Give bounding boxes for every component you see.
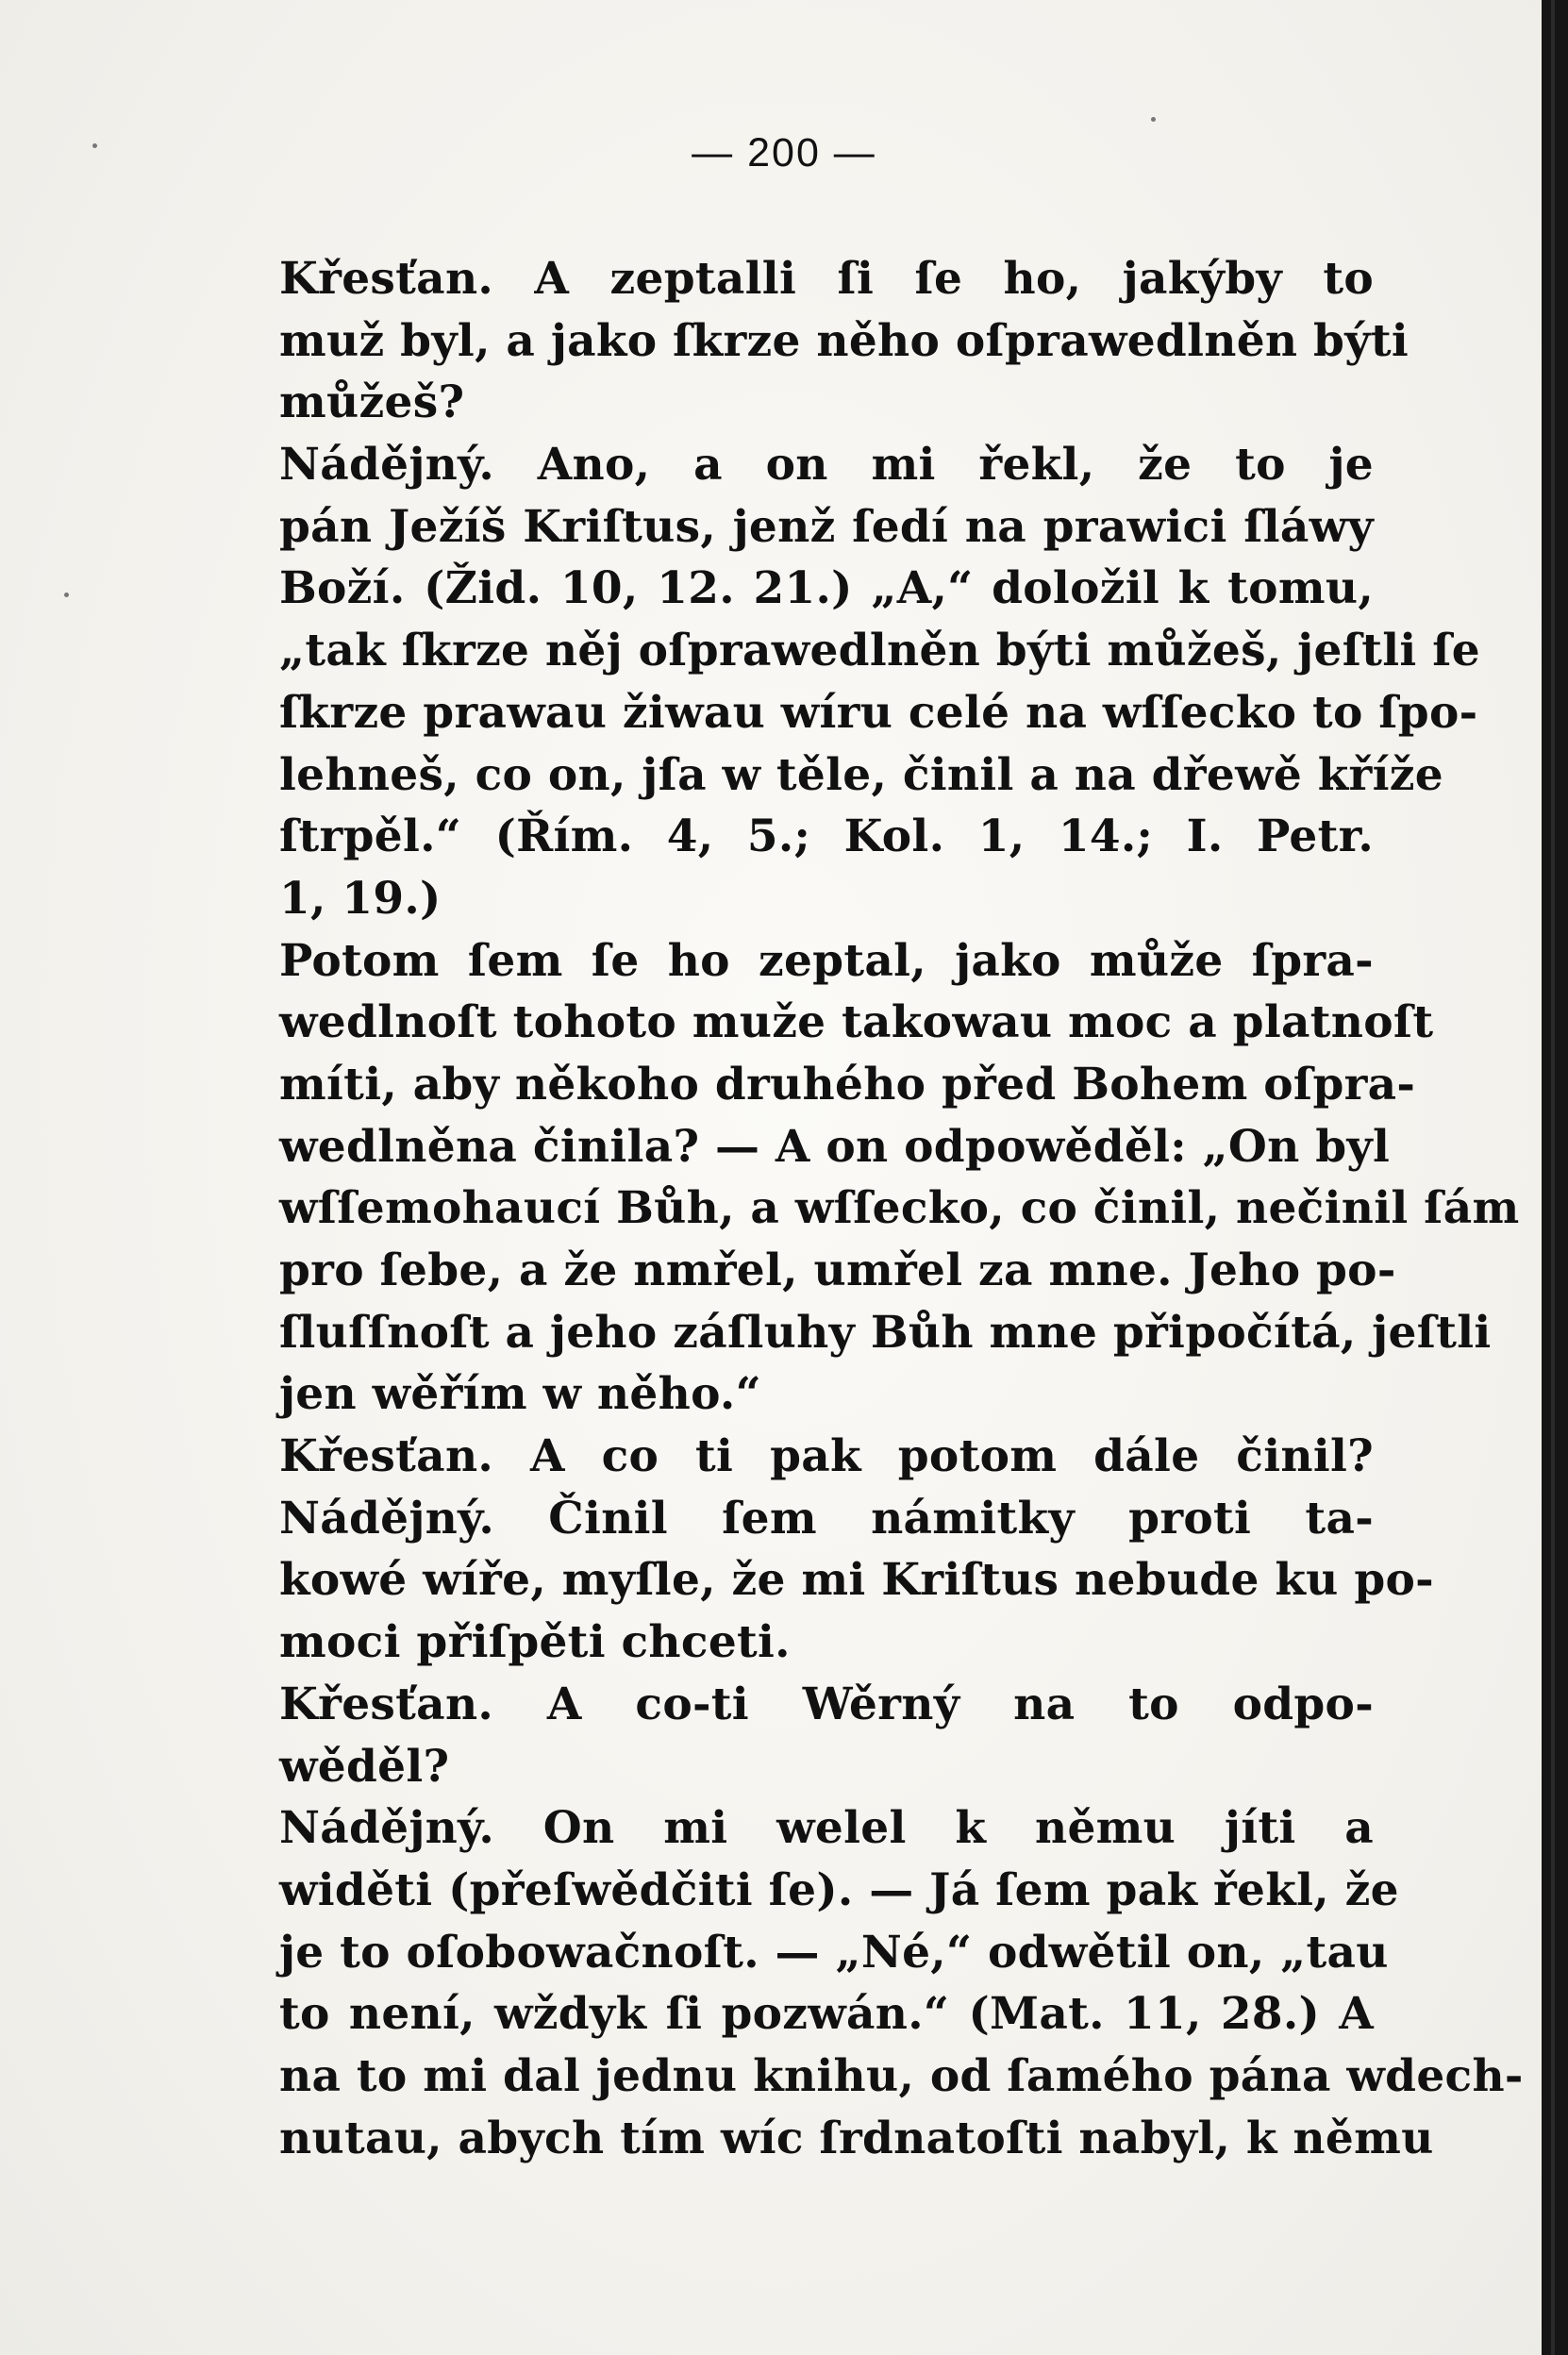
text-line: ſluſſnoſt a jeho záſluhy Bůh mne připočítá, jeſtli <box>279 1306 1492 1359</box>
text-line: Křesťan. A co-ti Wěrný na to odpo- <box>279 1678 1374 1730</box>
text-line: ſtrpěl.“ (Řím. 4, 5.; Kol. 1, 14.; I. Petr. <box>279 810 1374 863</box>
text-line: na to mi dal jednu knihu, od ſamého pána wdech- <box>279 2049 1524 2102</box>
text-line: Křesťan. A co ti pak potom dále činil? <box>279 1430 1374 1483</box>
text-line: to není, wždyk ſi pozwán.“ (Mat. 11, 28.) A <box>279 1988 1374 2041</box>
page-number: — 200 — <box>692 130 876 175</box>
text-line: je to oſobowačnoſt. — „Né,“ odwětil on, „tau <box>279 1926 1389 1979</box>
text-line: Potom ſem ſe ho zeptal, jako může ſpra- <box>279 934 1374 987</box>
text-line: míti, aby někoho druhého před Bohem oſpra- <box>279 1058 1416 1111</box>
text-line: ſkrze prawau žiwau wíru celé na wſſecko to ſpo- <box>279 686 1478 739</box>
text-line: wedlnoſt tohoto muže takowau moc a platnoſt <box>279 996 1434 1049</box>
text-line: Křesťan. A zeptalli ſi ſe ho, jakýby to <box>279 253 1374 305</box>
text-line: Nádějný. On mi welel k němu jíti a <box>279 1802 1374 1855</box>
paper-speck <box>64 593 69 597</box>
page-binding-rule <box>1551 0 1555 2355</box>
text-line: pán Ježíš Kriſtus, jenž ſedí na prawici ſláwy <box>279 500 1374 553</box>
paper-speck <box>1151 117 1156 122</box>
text-line: lehneš, co on, jſa w těle, činil a na dřewě kříže <box>279 748 1443 801</box>
text-line: widěti (přeſwědčiti ſe). — Já ſem pak řekl, že <box>279 1863 1399 1916</box>
text-line: muž byl, a jako ſkrze něho oſprawedlněn býti <box>279 314 1409 367</box>
text-line: Nádějný. Ano, a on mi řekl, že to je <box>279 439 1374 492</box>
text-line: Boží. (Žid. 10, 12. 21.) „A,“ doložil k tomu, <box>279 562 1374 615</box>
text-line: můžeš? <box>279 376 465 429</box>
text-line: wedlněna činila? — A on odpowěděl: „On byl <box>279 1120 1391 1173</box>
text-line: kowé wíře, myſle, že mi Kriſtus nebude ku po- <box>279 1554 1434 1607</box>
page-edge-shadow <box>1542 0 1568 2355</box>
text-line: wěděl? <box>279 1740 450 1793</box>
text-line: wſſemohaucí Bůh, a wſſecko, co činil, nečinil ſám <box>279 1182 1520 1235</box>
text-line: pro ſebe, a že nmřel, umřel za mne. Jeho po- <box>279 1244 1396 1296</box>
page-text-block <box>279 248 1524 2169</box>
text-line: jen wěřím w něho.“ <box>279 1368 761 1421</box>
text-line: moci přiſpěti chceti. <box>279 1616 791 1669</box>
text-line: 1, 19.) <box>279 872 442 925</box>
text-line: Nádějný. Činil ſem námitky proti ta- <box>279 1492 1374 1545</box>
text-line: „tak ſkrze něj oſprawedlněn býti můžeš, jeſtli ſe <box>279 625 1480 677</box>
text-line: nutau, abych tím wíc ſrdnatoſti nabyl, k němu <box>279 2112 1434 2164</box>
